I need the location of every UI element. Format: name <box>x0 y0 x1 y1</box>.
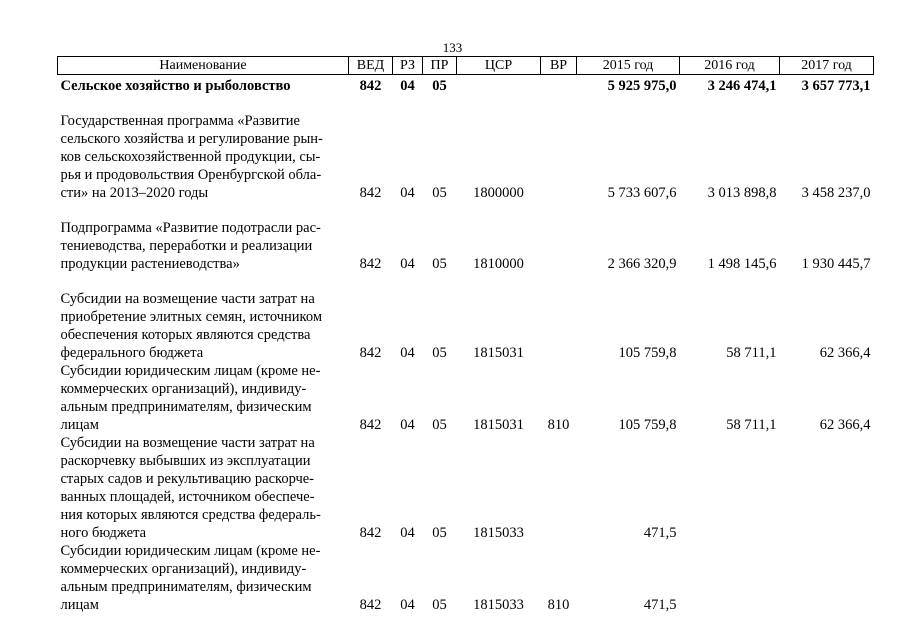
budget-table <box>57 56 874 614</box>
row-ved: 842 <box>359 256 382 272</box>
row-vr <box>541 434 577 542</box>
row-pr: 05 <box>432 417 447 433</box>
row-pr: 05 <box>432 185 447 201</box>
table-row <box>58 202 874 273</box>
header-2017: 2017 год <box>780 57 874 75</box>
header-vr: ВР <box>541 57 577 75</box>
row-2017 <box>780 542 874 614</box>
row-rz: 04 <box>400 78 415 94</box>
row-csr: 1800000 <box>473 185 524 201</box>
row-vr <box>541 273 577 362</box>
row-csr: 1815031 <box>473 417 524 433</box>
row-rz: 04 <box>400 417 415 433</box>
row-2015: 105 759,8 <box>618 345 677 361</box>
row-pr: 05 <box>432 597 447 613</box>
row-2016: 1 498 145,6 <box>707 256 777 272</box>
table-row <box>58 434 874 542</box>
row-name: Субсидии на возмещение части затрат на раскорчевку выбывших из эксплуатации старых садов и рекультивацию раскорче- ванных площадей, источником обеспече- ния которых являются средства федераль- ного бюджета <box>60 435 321 541</box>
row-pr: 05 <box>432 525 447 541</box>
header-rz: РЗ <box>393 57 423 75</box>
row-2017: 1 930 445,7 <box>801 256 871 272</box>
row-ved: 842 <box>359 78 382 94</box>
row-2015: 471,5 <box>643 525 677 541</box>
row-rz: 04 <box>400 185 415 201</box>
row-ved: 842 <box>359 345 382 361</box>
row-rz: 04 <box>400 256 415 272</box>
row-rz: 04 <box>400 525 415 541</box>
row-2016 <box>680 434 780 542</box>
row-2017: 62 366,4 <box>819 345 871 361</box>
row-2017: 3 657 773,1 <box>801 78 871 94</box>
row-pr: 05 <box>432 345 447 361</box>
header-ved: ВЕД <box>349 57 393 75</box>
row-csr <box>457 75 541 96</box>
row-2016: 58 711,1 <box>726 417 777 433</box>
row-vr: 810 <box>547 417 570 433</box>
header-pr: ПР <box>423 57 457 75</box>
table-row <box>58 362 874 434</box>
row-name: Субсидии на возмещение части затрат на приобретение элитных семян, источником обеспечения которых являются средства федерального бюджета <box>60 291 322 361</box>
row-csr: 1815033 <box>473 597 524 613</box>
row-vr <box>541 202 577 273</box>
row-2015: 2 366 320,9 <box>607 256 677 272</box>
row-rz: 04 <box>400 345 415 361</box>
row-ved: 842 <box>359 417 382 433</box>
header-2016: 2016 год <box>680 57 780 75</box>
row-ved: 842 <box>359 597 382 613</box>
row-2016: 58 711,1 <box>726 345 777 361</box>
row-pr: 05 <box>432 78 447 94</box>
row-2016: 3 246 474,1 <box>707 78 777 94</box>
header-name: Наименование <box>58 57 349 75</box>
row-2016: 3 013 898,8 <box>707 185 777 201</box>
row-2015: 105 759,8 <box>618 417 677 433</box>
table-row <box>58 95 874 202</box>
row-csr: 1815033 <box>473 525 524 541</box>
row-csr: 1810000 <box>473 256 524 272</box>
table-header-row <box>58 57 874 75</box>
row-rz: 04 <box>400 597 415 613</box>
row-name: Сельское хозяйство и рыболовство <box>60 78 291 94</box>
table-row <box>58 542 874 614</box>
row-ved: 842 <box>359 525 382 541</box>
row-name: Государственная программа «Развитие сельского хозяйства и регулирование рын- ков сельскохозяйственной продукции, сы- рья и продовольствия Оренбургской обла- сти» на 2013–2020 годы <box>60 113 323 201</box>
page-number: 133 <box>442 40 463 55</box>
row-vr <box>541 75 577 96</box>
row-name: Субсидии юридическим лицам (кроме не- коммерческих организаций), индивиду- альным предпринимателям, физическим лицам <box>60 363 321 433</box>
table-row <box>58 273 874 362</box>
row-csr: 1815031 <box>473 345 524 361</box>
header-csr: ЦСР <box>457 57 541 75</box>
table-row <box>58 75 874 96</box>
row-2017: 3 458 237,0 <box>801 185 871 201</box>
header-2015: 2015 год <box>577 57 680 75</box>
row-2017: 62 366,4 <box>819 417 871 433</box>
row-2015: 5 925 975,0 <box>607 78 677 94</box>
row-vr: 810 <box>547 597 570 613</box>
row-name: Субсидии юридическим лицам (кроме не- коммерческих организаций), индивиду- альным предпринимателям, физическим лицам <box>60 543 321 613</box>
row-2015: 5 733 607,6 <box>607 185 677 201</box>
row-2015: 471,5 <box>643 597 677 613</box>
row-pr: 05 <box>432 256 447 272</box>
row-2016 <box>680 542 780 614</box>
row-name: Подпрограмма «Развитие подотрасли рас- тениеводства, переработки и реализации продукции растениеводства» <box>60 220 321 272</box>
row-ved: 842 <box>359 185 382 201</box>
row-vr <box>541 95 577 202</box>
row-2017 <box>780 434 874 542</box>
